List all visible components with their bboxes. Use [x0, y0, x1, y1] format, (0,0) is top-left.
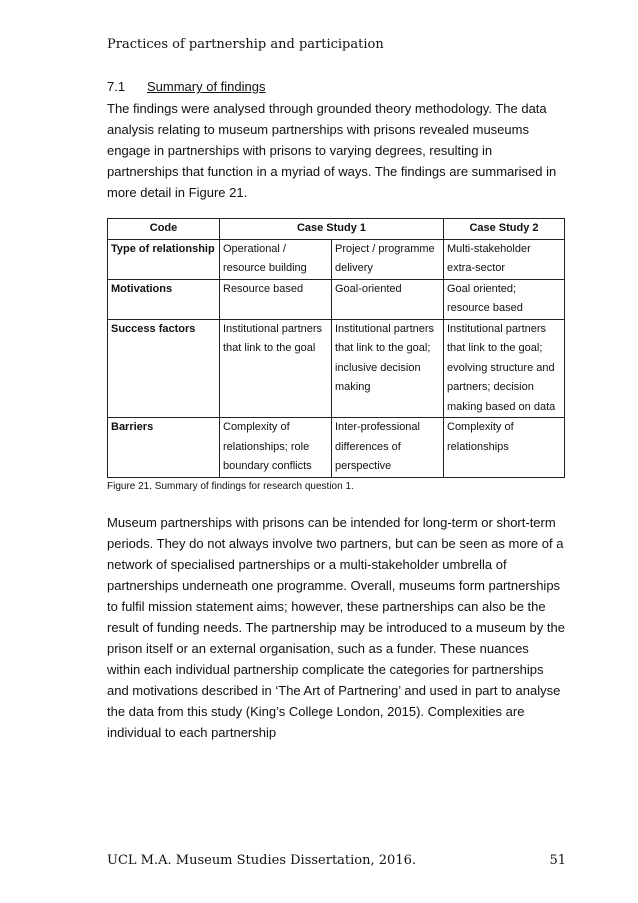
cell-case-study-2: Institutional partners that link to the goal; evolving structure and partners; decision making based on data — [444, 319, 565, 418]
cell-case-study-1-a: Operational / resource building — [220, 239, 332, 279]
body-paragraph: Museum partnerships with prisons can be intended for long-term or short-term periods. They do not always involve two partners, but can be seen as more of a network of specialised partnerships or a multi-stakeholder umbrella of partnerships underneath one programme. Overall, museums form partnerships to fulfil mission statement aims; however, these partnerships can also be the result of funding needs. The partnership may be introduced to a museum by the prison itself or an external organisation, such as a funder. These nuances within each individual partnership complicate the categories for partnerships and motivations described in ‘The Art of Partnering’ and used in part to analyse the data from this study (King’s College London, 2015). Complexities are individual to each partnership — [107, 514, 565, 740]
cell-case-study-1-a: Complexity of relationships; role boundary conflicts — [220, 418, 332, 478]
running-header: Practices of partnership and participation — [107, 37, 384, 52]
page-content — [107, 78, 565, 743]
cell-case-study-1-a: Resource based — [220, 279, 332, 319]
cell-case-study-2: Goal oriented; resource based — [444, 279, 565, 319]
row-code: Success factors — [108, 319, 220, 418]
header-code: Code — [108, 219, 220, 240]
table-row — [108, 279, 565, 319]
cell-case-study-2: Complexity of relationships — [444, 418, 565, 478]
header-case-study-1: Case Study 1 — [220, 219, 444, 240]
section-number: 7.1 — [107, 79, 126, 94]
footer-text: UCL M.A. Museum Studies Dissertation, 2016. — [107, 853, 416, 868]
findings-table — [107, 218, 565, 478]
section-title: Summary of findings — [147, 79, 266, 94]
row-code: Type of relationship — [108, 239, 220, 279]
cell-case-study-1-b: Inter-professional differences of perspective — [332, 418, 444, 478]
section-heading — [107, 78, 565, 96]
table-row — [108, 239, 565, 279]
row-code: Barriers — [108, 418, 220, 478]
cell-case-study-2: Multi-stakeholder extra-sector — [444, 239, 565, 279]
table-row — [108, 319, 565, 418]
figure-caption: Figure 21. Summary of findings for research question 1. — [107, 480, 354, 492]
cell-case-study-1-b: Institutional partners that link to the goal; inclusive decision making — [332, 319, 444, 418]
page-number: 51 — [549, 853, 566, 868]
header-case-study-2: Case Study 2 — [444, 219, 565, 240]
cell-case-study-1-a: Institutional partners that link to the goal — [220, 319, 332, 418]
table-header-row — [108, 219, 565, 240]
row-code: Motivations — [108, 279, 220, 319]
table-row — [108, 418, 565, 478]
intro-paragraph: The findings were analysed through grounded theory methodology. The data analysis relating to museum partnerships with prisons revealed museums engage in partnerships with prisons to varying degrees, resulting in partnerships that function in a myriad of ways. The findings are summarised in more detail in Figure 21. — [107, 101, 557, 200]
cell-case-study-1-b: Goal-oriented — [332, 279, 444, 319]
cell-case-study-1-b: Project / programme delivery — [332, 239, 444, 279]
